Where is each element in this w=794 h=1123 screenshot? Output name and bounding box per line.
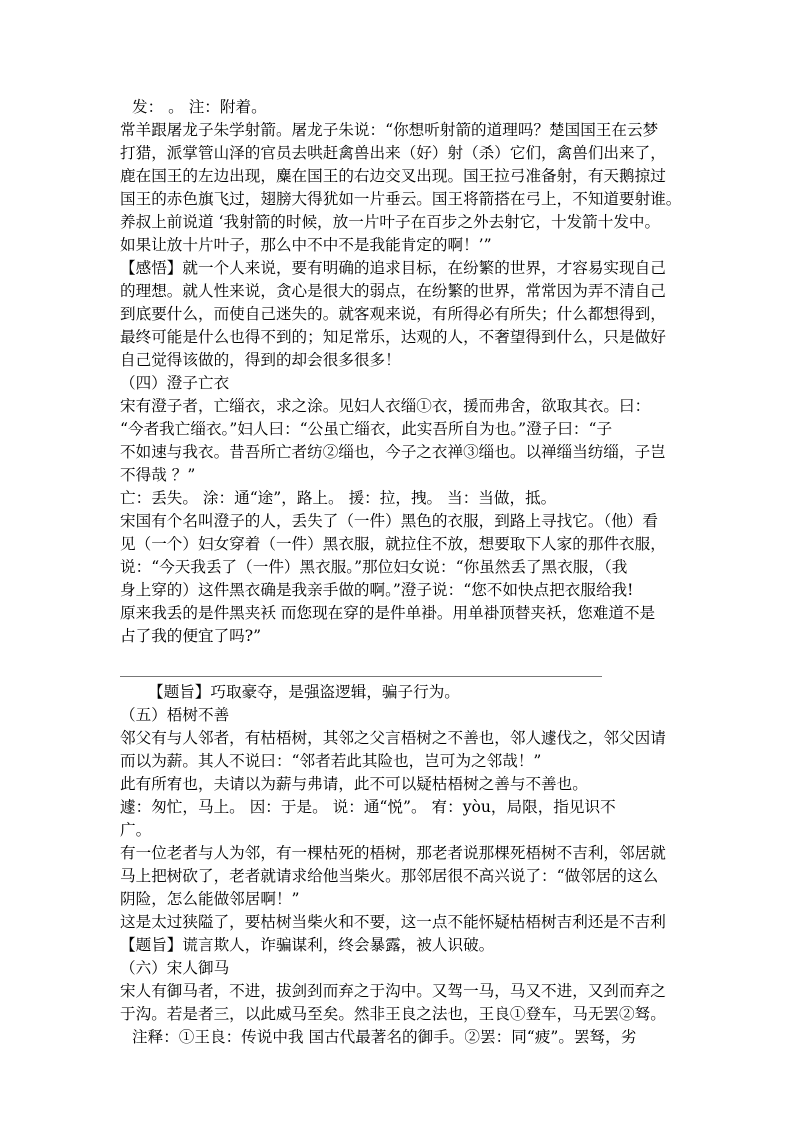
translation-line: 原来我丢的是件黑夹袄 而您现在穿的是件单褂。用单褂顶替夹袄，您难道不是 [120,604,656,622]
classical-text-line: 不得哉 ？” [120,466,196,484]
theme-line: 【题旨】谎言欺人，诈骗谋利，终会暴露，被人识破。 [120,936,495,954]
section-heading: （四）澄子亡衣 [120,374,230,392]
translation-line: 这是太过狭隘了，要枯树当柴火和不要，这一点不能怀疑枯梧树吉利还是不吉利 [120,913,666,931]
translation-line: 身上穿的）这件黑衣确是我亲手做的啊。”澄子说：“您不如快点把衣服给我! [120,581,634,599]
page-divider [120,676,602,677]
classical-text-line: 宋有澄子者，亡缁衣，求之涂。见妇人衣缁①衣，援而弗舍，欲取其衣。曰： [120,397,651,415]
insight-line: 自己觉得该做的，得到的却会很多很多！ [120,351,401,369]
translation-line: 见（一个）妇女穿着（一件）黑衣服，就拉住不放，想要取下人家的那件衣服， [120,535,666,553]
translation-line: 鹿在国王的左边出现，麋在国王的右边交叉出现。国王拉弓准备射，有天鹅掠过 [120,167,666,185]
translation-line: 宋国有个名叫澄子的人，丢失了（一件）黑色的衣服，到路上寻找它。（他）看 [120,512,658,530]
translation-line: 阴险，怎么能做邻居啊！” [120,890,300,908]
translation-line: 有一位老者与人为邻，有一棵枯死的梧树，那老者说那棵死梧树不吉利，邻居就 [120,844,666,862]
annotation-line: 广。 [120,821,152,839]
translation-line: 打猎，派掌管山泽的官员去哄赶禽兽出来（好）射（杀）它们，禽兽们出来了， [120,144,666,162]
classical-text-line: 此有所宥也，夫请以为薪与弗请，此不可以疑枯梧树之善与不善也。 [120,775,588,793]
translation-line: 马上把树砍了，老者就请求给他当柴火。那邻居很不高兴说了：“做邻居的这么 [120,867,659,885]
annotation-line: 亡：丢失。 涂：通“途”，路上。 援：拉，拽。 当：当做，抵。 [120,489,557,507]
translation-line: 说：“今天我丢了（一件）黑衣服。”那位妇女说：“你虽然丢了黑衣服，（我 [120,558,628,576]
annotation-line: 注释：①王良：传说中我 国古代最著名的御手。②罢：同“疲”。罢驽，劣 [132,1028,637,1046]
classical-text-line: “今者我亡缁衣。”妇人曰：“公虽亡缁衣，此实吾所自为也。”澄子曰：“子 [120,420,613,438]
section-heading: （六）宋人御马 [120,959,230,977]
insight-line: 【感悟】就一个人来说，要有明确的追求目标，在纷繁的世界，才容易实现自己 [120,259,666,277]
insight-line: 到底要什么，而使自己迷失的。就客观来说，有所得必有所失；什么都想得到， [120,305,666,323]
insight-line: 最终可能是什么也得不到的；知足常乐，达观的人，不奢望得到什么，只是做好 [120,328,666,346]
classical-text-line: 于沟。若是者三，以此威马至矣。然非王良之法也，王良①登车，马无罢②驽。 [120,1005,666,1023]
translation-line: 养叔上前说道 ‘我射箭的时候，放一片叶子在百步之外去射它，十发箭十发中。 [120,213,661,231]
classical-text-line: 而以为薪。其人不说曰：“邻者若此其险也，岂可为之邻哉！” [120,752,542,770]
classical-text-line: 不如速与我衣。昔吾所亡者纺②缁也，今子之衣禅③缁也。以禅缁当纺缁，子岂 [120,443,666,461]
translation-line: 占了我的便宜了吗?” [120,627,262,645]
translation-line: 如果让放十片叶子，那么中不中不是我能肯定的啊！’” [120,236,492,254]
classical-text-line: 邻父有与人邻者，有枯梧树，其邻之父言梧树之不善也，邻人遽伐之，邻父因请 [120,729,666,747]
section-heading: （五）梧树不善 [120,706,230,724]
classical-text-line: 宋人有御马者，不进，拔剑刭而弃之于沟中。又驾一马，马又不进，又刭而弃之 [120,982,666,1000]
translation-line: 常羊跟屠龙子朱学射箭。屠龙子朱说：“你想听射箭的道理吗？楚国国王在云梦 [120,121,659,139]
theme-line: 【题旨】巧取豪夺，是强盗逻辑，骗子行为。 [148,683,460,701]
insight-line: 的理想。就人性来说，贪心是很大的弱点，在纷繁的世界，常常因为弄不清自己 [120,282,666,300]
translation-line: 国王的赤色旗飞过，翅膀大得犹如一片垂云。国王将箭搭在弓上，不知道要射谁。 [120,190,682,208]
annotation-line: 遽：匆忙，马上。 因：于是。 说：通“悦”。 宥：yòu，局限，指见识不 [120,798,616,816]
annotation-line: 发： 。 注：附着。 [132,98,267,116]
